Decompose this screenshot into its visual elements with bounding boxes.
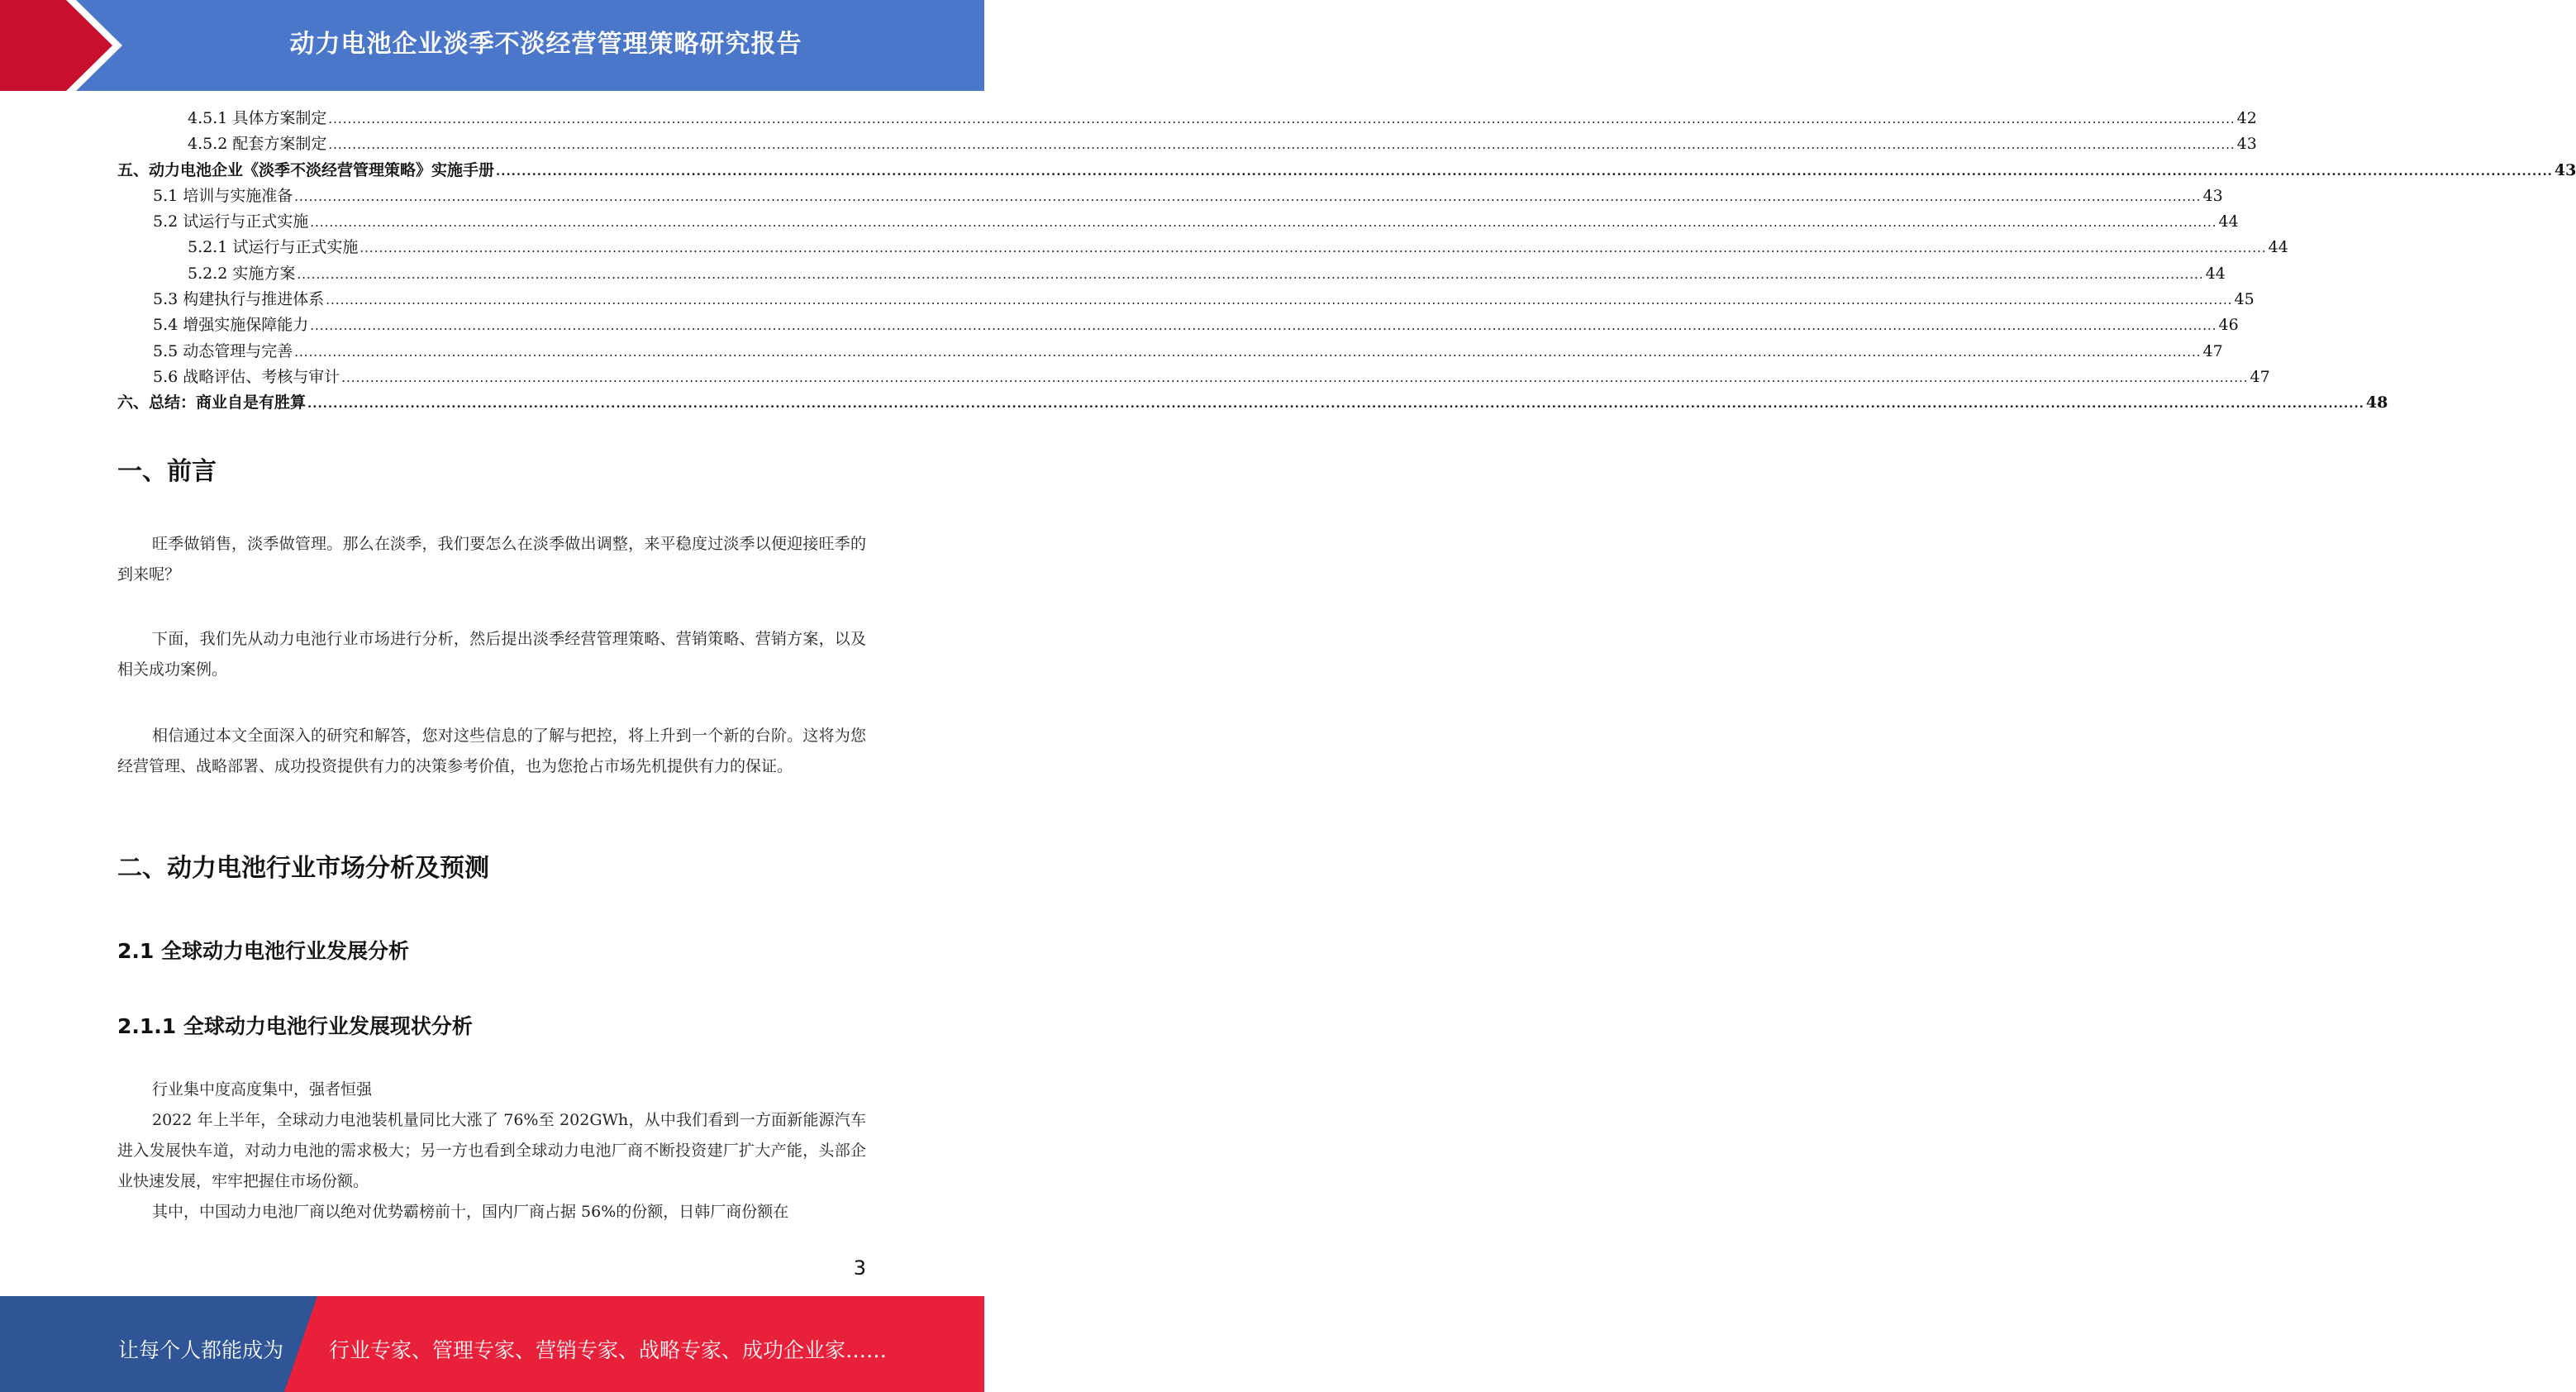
- footer-slogan-right: 行业专家、管理专家、营销专家、战略专家、成功企业家……: [329, 1338, 888, 1362]
- preface-paragraph-3: 相信通过本文全面深入的研究和解答，您对这些信息的了解与把控，将上升到一个新的台阶。这将为您经营管理、战略部署、成功投资提供有力的决策参考价值，也为您抢占市场先机提供有力的保证。: [117, 727, 866, 775]
- toc-dot-leader: ................................................................................................................................................................................................................................................................................................................................................................................................................: [328, 137, 2236, 153]
- toc-dot-leader: ................................................................................................................................................................................................................................................................................................................................................................................................................: [359, 241, 2267, 256]
- chapter-2-heading: 二、动力电池行业市场分析及预测: [117, 854, 489, 883]
- document-title: 动力电池企业淡季不淡经营管理策略研究报告: [289, 30, 802, 59]
- toc-entry[interactable]: [117, 312, 2239, 338]
- toc-entry-page: 42: [2236, 109, 2257, 127]
- table-of-contents: [117, 106, 2576, 417]
- toc-entry[interactable]: [117, 339, 2223, 365]
- body-paragraph-1: 行业集中度高度集中，强者恒强: [152, 1080, 373, 1099]
- toc-entry[interactable]: [117, 365, 2270, 390]
- toc-entry-label: 五、动力电池企业《淡季不淡经营管理策略》实施手册: [117, 160, 495, 179]
- toc-dot-leader: ................................................................................................................................................................................................................................................................................................................................................................................................................: [341, 369, 2249, 385]
- toc-entry[interactable]: [117, 287, 2255, 312]
- body-paragraph-2: 2022 年上半年，全球动力电池装机量同比大涨了 76%至 202GWh，从中我们看到一方面新能源汽车进入发展快车道，对动力电池的需求极大；另一方也看到全球动力电池厂商不断投资建厂扩大产能，头部企业快速发展，牢牢把握住市场份额。: [117, 1111, 866, 1190]
- toc-entry-label: 4.5.2 配套方案制定: [188, 135, 327, 154]
- section-2-1-1-heading: 2.1.1 全球动力电池行业发展现状分析: [117, 1014, 473, 1038]
- body-paragraph-3: 其中，中国动力电池厂商以绝对优势霸榜前十，国内厂商占据 56%的份额，日韩厂商份额在: [152, 1203, 789, 1221]
- toc-dot-leader: ................................................................................................................................................................................................................................................................................................................................................................................................................: [310, 215, 2217, 231]
- toc-entry[interactable]: [117, 261, 2226, 287]
- toc-dot-leader: ................................................................................................................................................................................................................................................................................................................................................................................................................: [326, 293, 2233, 308]
- toc-entry[interactable]: [117, 158, 2576, 184]
- toc-entry[interactable]: [117, 235, 2288, 260]
- header-red-arrow-decoration: [0, 0, 124, 91]
- toc-dot-leader: ................................................................................................................................................................................................................................................................................................................................................................................................................: [294, 188, 2202, 204]
- toc-entry-label: 5.2 试运行与正式实施: [153, 212, 309, 231]
- toc-entry-label: 4.5.1 具体方案制定: [188, 109, 327, 127]
- toc-dot-leader: ................................................................................................................................................................................................................................................................................................................................................................................................................: [328, 112, 2236, 126]
- toc-dot-leader: ................................................................................................................................................................................................................................................................................................................................................................................................................: [297, 266, 2204, 282]
- toc-entry-page: 45: [2234, 290, 2255, 309]
- toc-entry-label: 六、总结：商业自是有胜算: [117, 393, 307, 412]
- toc-entry-page: 44: [2205, 264, 2226, 283]
- page-number: 3: [853, 1256, 866, 1280]
- toc-entry-page: 43: [2236, 135, 2257, 154]
- footer-slogan-left: 让每个人都能成为: [118, 1338, 284, 1362]
- toc-entry-page: 47: [2250, 367, 2270, 386]
- toc-entry-label: 5.3 构建执行与推进体系: [153, 290, 325, 309]
- toc-entry[interactable]: [117, 209, 2239, 235]
- toc-entry-label: 5.4 增强实施保障能力: [153, 316, 309, 335]
- toc-entry-page: 46: [2218, 316, 2239, 335]
- toc-entry-label: 5.5 动态管理与完善: [153, 341, 293, 360]
- preface-heading: 一、前言: [117, 457, 217, 486]
- toc-entry[interactable]: [117, 131, 2257, 157]
- toc-entry-page: 44: [2218, 212, 2239, 231]
- toc-entry[interactable]: [117, 390, 2388, 416]
- toc-dot-leader: ................................................................................................................................................................................................................................................................................................................................................................................................................: [310, 318, 2217, 334]
- preface-paragraph-2: 下面，我们先从动力电池行业市场进行分析，然后提出淡季经营管理策略、营销策略、营销方案，以及相关成功案例。: [117, 630, 866, 679]
- toc-entry-page: 47: [2202, 341, 2223, 360]
- toc-dot-leader: ................................................................................................................................................................................................................................................................................................................................................................................................................: [496, 163, 2553, 179]
- toc-entry-label: 5.2.2 实施方案: [188, 264, 296, 283]
- page-header: [0, 0, 984, 91]
- section-2-1-heading: 2.1 全球动力电池行业发展分析: [117, 939, 409, 963]
- page-footer: [0, 1296, 984, 1392]
- toc-entry[interactable]: [117, 184, 2223, 209]
- preface-paragraph-1: 旺季做销售，淡季做管理。那么在淡季，我们要怎么在淡季做出调整，来平稳度过淡季以便迎接旺季的到来呢？: [117, 535, 866, 584]
- toc-entry-label: 5.1 培训与实施准备: [153, 186, 293, 205]
- toc-entry-page: 48: [2365, 393, 2388, 412]
- toc-entry-page: 44: [2268, 238, 2288, 257]
- toc-entry-page: 43: [2202, 186, 2223, 205]
- toc-entry-label: 5.6 战略评估、考核与审计: [153, 367, 340, 386]
- toc-entry[interactable]: [117, 106, 2257, 131]
- toc-entry-page: 43: [2554, 160, 2576, 179]
- toc-dot-leader: ................................................................................................................................................................................................................................................................................................................................................................................................................: [307, 396, 2364, 412]
- toc-dot-leader: ................................................................................................................................................................................................................................................................................................................................................................................................................: [294, 344, 2202, 360]
- toc-entry-label: 5.2.1 试运行与正式实施: [188, 238, 359, 257]
